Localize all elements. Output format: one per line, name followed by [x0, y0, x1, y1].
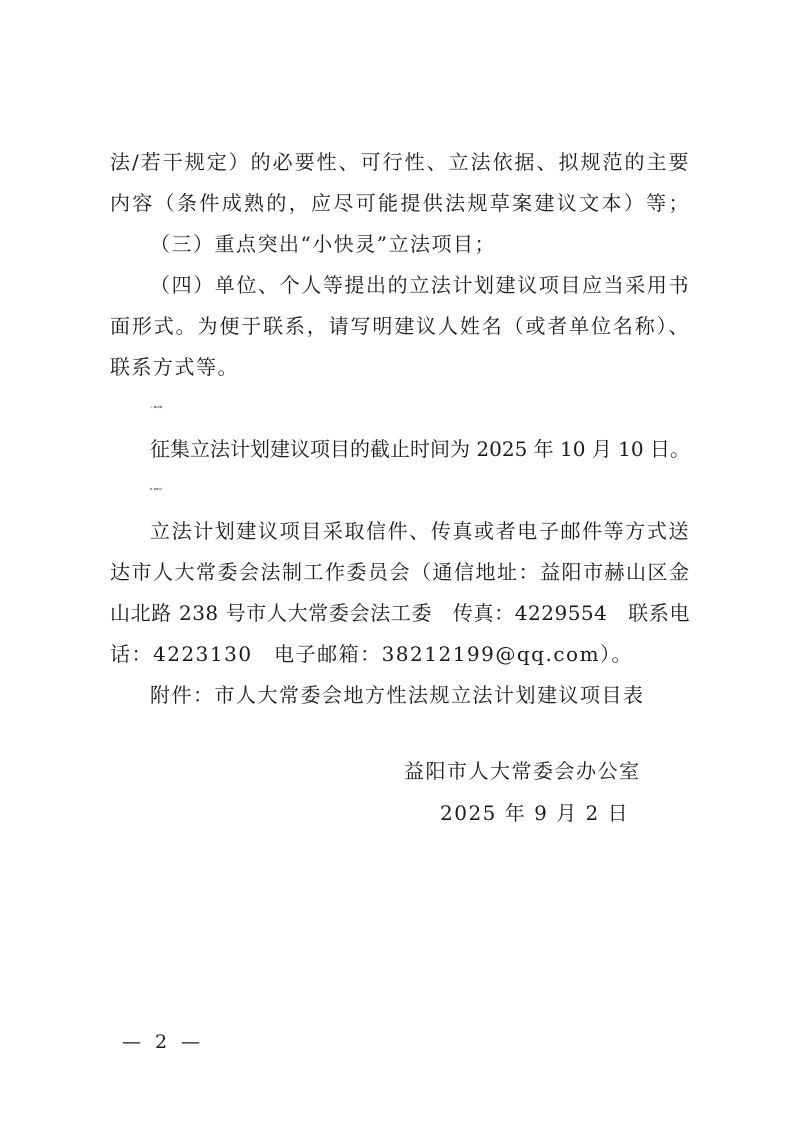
paragraph-line: （四）单位、个人等提出的立法计划建议项目应当采用书 — [150, 273, 690, 297]
paragraph-line: （三）重点突出“小快灵”立法项目； — [150, 232, 496, 256]
section-heading: 三、截止日期 — [150, 407, 163, 409]
paragraph-line: 法/若干规定）的必要性、可行性、立法依据、拟规范的主要 — [110, 150, 690, 174]
paragraph-line: 达市人大常委会法制工作委员会（通信地址：益阳市赫山区金 — [110, 560, 691, 584]
section-heading: 四、报送方式 — [150, 489, 163, 491]
signature-organization: 益阳市人大常委会办公室 — [404, 759, 641, 783]
paragraph-line: 山北路 238 号市人大常委会法工委 传真：4229554 联系电 — [110, 601, 690, 625]
paragraph-line: 面形式。为便于联系，请写明建议人姓名（或者单位名称）、 — [110, 314, 690, 338]
paragraph-line: 立法计划建议项目采取信件、传真或者电子邮件等方式送 — [150, 519, 690, 543]
attachment-line: 附件：市人大常委会地方性法规立法计划建议项目表 — [150, 683, 645, 707]
signature-date: 2025 年 9 月 2 日 — [440, 801, 630, 825]
paragraph-line: 话：4223130 电子邮箱：38212199@qq.com）。 — [110, 642, 634, 666]
page-number: — 2 — — [122, 1031, 205, 1053]
paragraph-line: 内容（条件成熟的，应尽可能提供法规草案建议文本）等； — [110, 191, 690, 215]
paragraph-line: 联系方式等。 — [110, 355, 239, 379]
paragraph-line: 征集立法计划建议项目的截止时间为 2025 年 10 月 10 日。 — [150, 437, 690, 461]
